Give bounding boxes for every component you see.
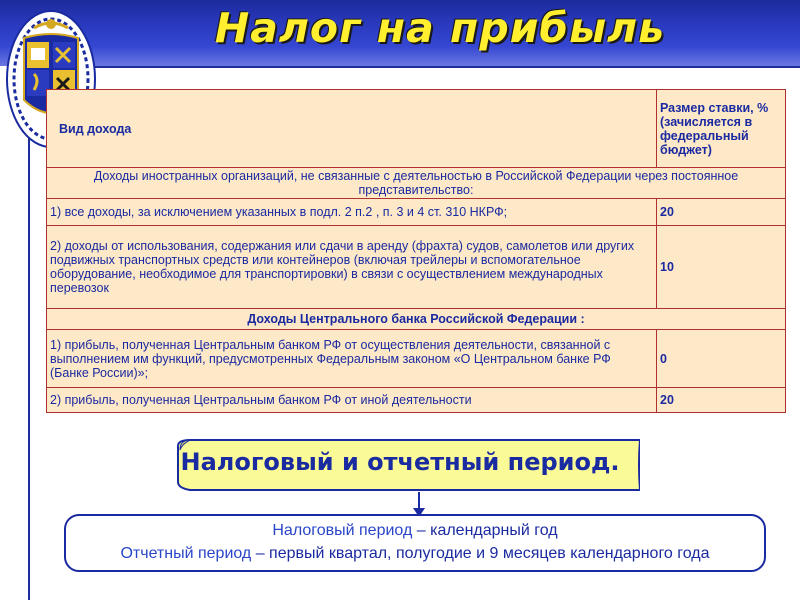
tax-period-label: Налоговый период [272, 522, 413, 539]
tax-period-value: – календарный год [412, 522, 558, 539]
periods-box [64, 514, 766, 572]
slide-title: Налог на прибыль [214, 4, 666, 52]
row-text: 2) прибыль, полученная Центральным банком РФ от иной деятельности [47, 388, 657, 413]
header-rate: Размер ставки, % (зачисляется в федеральный бюджет) [657, 90, 786, 168]
report-period-value: – первый квартал, полугодие и 9 месяцев календарного года [251, 545, 710, 562]
row-text: 1) прибыль, полученная Центральным банком РФ от осуществления деятельности, связанной с выполнением им функций, предусмотренных Федеральным законом «О Центральном банке РФ (Банке России)»; [47, 330, 657, 388]
row-rate: 0 [657, 330, 786, 388]
section-cb-text: Доходы Центрального банка Российской Федерации : [247, 312, 585, 326]
row-text: 2) доходы от использования, содержания или сдачи в аренду (фрахта) судов, самолетов или других подвижных транспортных средств или контейнеров (включая трейлеры и вспомогательное оборудование, необходимое для транспортировки) в связи с осуществлением международных перевозок [47, 226, 657, 309]
table-row [47, 199, 786, 226]
period-banner [160, 438, 640, 492]
tax-rates-table [46, 89, 786, 413]
table-row [47, 226, 786, 309]
tax-period-line [64, 522, 766, 540]
section-row [47, 168, 786, 199]
header-income-type: Вид дохода [47, 90, 657, 168]
table-row [47, 330, 786, 388]
section-cb-title [47, 309, 786, 330]
table-row [47, 388, 786, 413]
row-rate: 20 [657, 388, 786, 413]
table-header-row [47, 90, 786, 168]
row-rate: 10 [657, 226, 786, 309]
row-rate: 20 [657, 199, 786, 226]
section-foreign-title: Доходы иностранных организаций, не связанные с деятельностью в Российской Федерации через постоянное представительство: [47, 168, 786, 199]
report-period-label: Отчетный период [120, 545, 252, 562]
banner-text: Налоговый и отчетный период. [180, 448, 620, 476]
row-text: 1) все доходы, за исключением указанных в подл. 2 п.2 , п. 3 и 4 ст. 310 НКРФ; [47, 199, 657, 226]
top-divider-line [28, 66, 800, 68]
section-row [47, 309, 786, 330]
report-period-line [64, 545, 766, 563]
